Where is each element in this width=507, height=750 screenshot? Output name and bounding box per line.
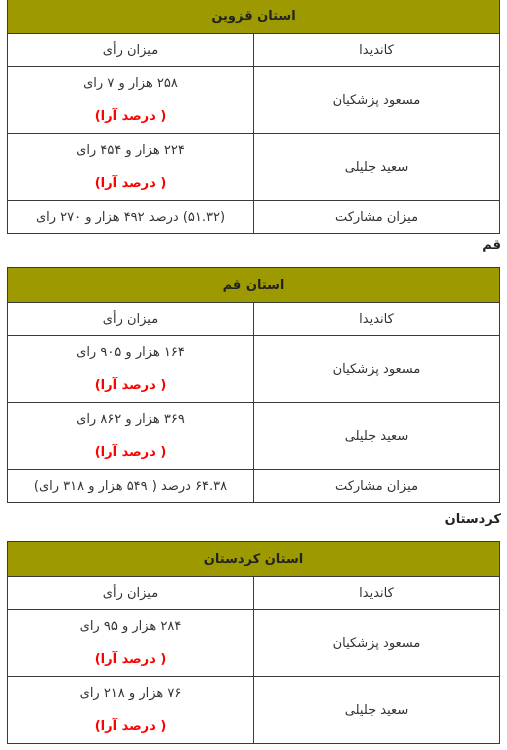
vote-cell	[8, 67, 254, 134]
vote-percent: ( درصد آرا)	[94, 445, 167, 460]
vote-percent: ( درصد آرا)	[94, 719, 167, 734]
table-row	[8, 610, 500, 677]
table-row	[8, 677, 500, 744]
participation-label: میزان مشارکت	[254, 201, 500, 234]
kurdistan-table-block	[7, 541, 500, 744]
vote-percent: ( درصد آرا)	[94, 109, 167, 124]
vote-percent: ( درصد آرا)	[94, 652, 167, 667]
votes-column-header: میزان رأی	[8, 303, 254, 336]
candidate-name: مسعود پزشکیان	[254, 336, 500, 403]
kurdistan-results-table	[7, 541, 500, 744]
table-row	[8, 403, 500, 470]
province-header: استان کردستان	[8, 542, 500, 577]
votes-column-header: میزان رأی	[8, 577, 254, 610]
table-row	[8, 67, 500, 134]
table-row	[8, 134, 500, 201]
vote-count: ۲۲۴ هزار و ۴۵۴ رای	[76, 143, 185, 158]
qazvin-table-block	[7, 0, 500, 234]
vote-cell	[8, 134, 254, 201]
candidate-name: سعید جلیلی	[254, 677, 500, 744]
vote-cell	[8, 677, 254, 744]
vote-count: ۲۸۴ هزار و ۹۵ رای	[79, 619, 182, 634]
candidate-name: مسعود پزشکیان	[254, 67, 500, 134]
participation-value: ۶۴.۳۸ درصد ( ۵۴۹ هزار و ۳۱۸ رای)	[8, 470, 254, 503]
province-header: استان قزوین	[8, 0, 500, 34]
vote-count: ۲۵۸ هزار و ۷ رای	[83, 76, 178, 91]
province-header: استان قم	[8, 268, 500, 303]
table-row	[8, 336, 500, 403]
table-row	[8, 470, 500, 503]
candidate-name: سعید جلیلی	[254, 403, 500, 470]
participation-label: میزان مشارکت	[254, 470, 500, 503]
qom-results-table	[7, 267, 500, 503]
vote-cell	[8, 336, 254, 403]
vote-cell	[8, 610, 254, 677]
qom-table-block	[7, 267, 500, 503]
vote-count: ۳۶۹ هزار و ۸۶۲ رای	[76, 412, 185, 427]
section-heading-qom: قم	[482, 238, 501, 253]
section-heading-kurdistan: کردستان	[444, 512, 501, 527]
qazvin-results-table	[7, 0, 500, 234]
vote-count: ۷۶ هزار و ۲۱۸ رای	[79, 686, 182, 701]
candidate-column-header: کاندیدا	[254, 577, 500, 610]
vote-percent: ( درصد آرا)	[94, 378, 167, 393]
participation-value: (۵۱.۳۲) درصد ۴۹۲ هزار و ۲۷۰ رای	[8, 201, 254, 234]
candidate-column-header: کاندیدا	[254, 34, 500, 67]
vote-cell	[8, 403, 254, 470]
vote-count: ۱۶۴ هزار و ۹۰۵ رای	[76, 345, 185, 360]
candidate-name: مسعود پزشکیان	[254, 610, 500, 677]
table-row	[8, 201, 500, 234]
candidate-column-header: کاندیدا	[254, 303, 500, 336]
votes-column-header: میزان رأی	[8, 34, 254, 67]
candidate-name: سعید جلیلی	[254, 134, 500, 201]
vote-percent: ( درصد آرا)	[94, 176, 167, 191]
